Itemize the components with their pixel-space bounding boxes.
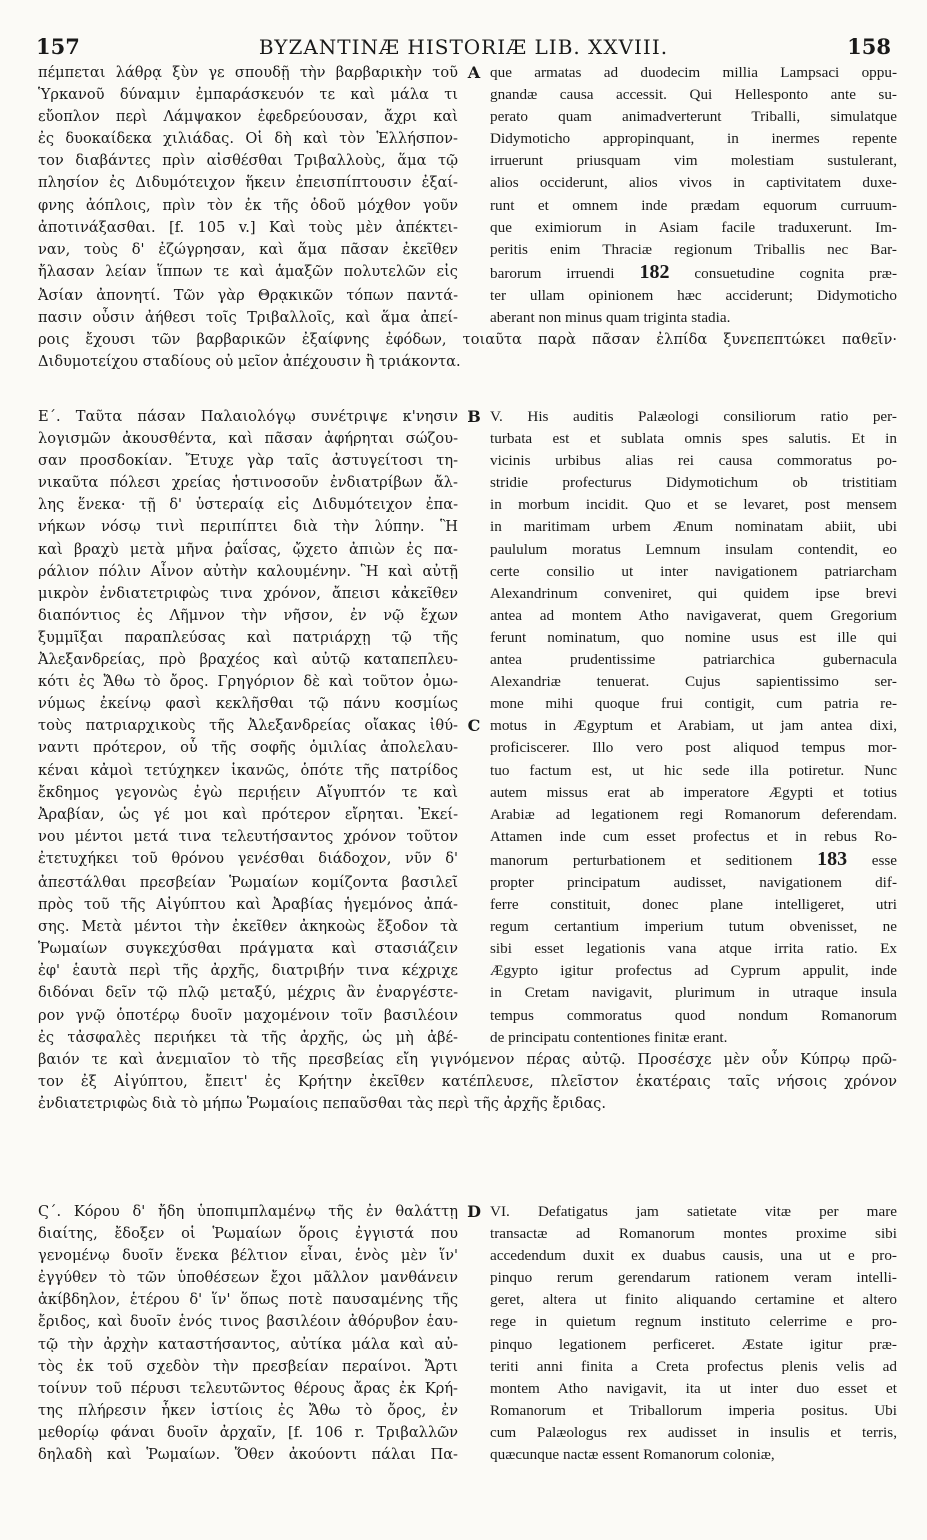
greek-line: της πλήρεσιν ἧκεν ἱστίοις ἐς Ἄθω τὸ ὄρος, ἐν xyxy=(38,1401,458,1419)
margin-letter xyxy=(458,261,490,285)
latin-line: VI. Defatigatus jam satietate vitæ per mare xyxy=(490,1203,897,1220)
parallel-line xyxy=(38,605,897,627)
parallel-line xyxy=(38,872,897,894)
greek-line: τοίνυν τοῦ πέρυσι τελευτῶντος θέρους ἄρας ἐκ Κρή- xyxy=(38,1379,458,1397)
margin-letter: D xyxy=(467,1202,481,1221)
greek-line: δηλαδὴ καὶ Ῥωμαίων. Ὅθεν ἀκούοντι πάλαι Πα- xyxy=(38,1446,458,1464)
margin-letter xyxy=(458,1311,490,1333)
greek-line: Ἀλεξανδρείας, πρὸ βραχέος καὶ αὐτῷ καταπεπλευ- xyxy=(38,651,458,669)
margin-letter xyxy=(458,583,490,605)
margin-letter xyxy=(458,516,490,538)
parallel-line xyxy=(38,261,897,285)
greek-line: εὔοπλον περὶ Λάμψακον ἐφεδρεύουσαν, ἄχρι καὶ xyxy=(38,108,458,126)
margin-letter xyxy=(458,938,490,960)
folio-number: 182 xyxy=(639,260,670,283)
latin-line: cum Palæologus rex audisset in insulis et terris, xyxy=(490,1423,897,1441)
greek-line: ἐς τἀσφαλὲς περιήκει τὰ τῆς ἀρχῆς, ὡς μὴ ἀβέ- xyxy=(38,1028,458,1046)
latin-line: Attamen inde cum esset profectus et in rebus Ro- xyxy=(490,827,897,845)
greek-line: μικρὸν ἐνδιατετριφὼς τινα χρόνον, ἄπεισι κἀκεῖθεν xyxy=(38,584,458,602)
latin-line: que eximiorum in Asiam facile traduxerunt. Im- xyxy=(490,218,897,236)
margin-letter xyxy=(458,627,490,649)
latin-line: Ægypto igitur profectus ad Cyprum appulit, inde xyxy=(490,962,897,980)
margin-letter xyxy=(458,239,490,261)
parallel-line xyxy=(38,539,897,561)
margin-letter xyxy=(458,1223,490,1245)
margin-letter xyxy=(458,561,490,583)
greek-line: ρον γνῷ ὁποτέρῳ δυοῖν μαχομένοιν τοῖν βασιλέοιν xyxy=(38,1006,458,1024)
parallel-line xyxy=(38,938,897,960)
margin-letter xyxy=(458,472,490,494)
parallel-line xyxy=(38,804,897,826)
latin-line: Arabiæ ad legationem regi Romanorum deferendam. xyxy=(490,805,897,823)
latin-line: motus in Ægyptum et Arabiam, ut jam antea dixi, xyxy=(490,717,897,735)
latin-line: proficiscerer. Illo vero post aliquod tempus mor- xyxy=(490,739,897,757)
greek-line: ναν, τοὺς δ' ἐζώγρησαν, καὶ ἅμα πᾶσαν ἐκεῖθεν xyxy=(38,240,458,258)
parallel-line xyxy=(38,1289,897,1311)
parallel-line xyxy=(38,239,897,261)
greek-line: ἐς δυοκαίδεκα χιλιάδας. Οἱ δὴ καὶ τὸν Ἑλλήσπον- xyxy=(38,130,458,148)
parallel-line xyxy=(38,472,897,494)
latin-line: antea prudentissime patriarchica gubernacula xyxy=(490,651,897,669)
greek-full-width-line: τον ἐξ Αἰγύπτου, ἔπειτ' ἐς Κρήτην ἐκεῖθεν κατέπλευσε, πλεῖστον ἑκατέραις ταῖς νήσοις χρόνον xyxy=(38,1072,897,1090)
margin-letter xyxy=(458,804,490,826)
parallel-line xyxy=(38,1378,897,1400)
parallel-line xyxy=(38,916,897,938)
greek-line: λης ἕνεκα· τῇ δ' ὑστεραίᾳ εἰς Διδυμότειχον ἐπα- xyxy=(38,496,458,514)
greek-line: διαίτης, ἔδοξεν οἱ Ῥωμαίων ὅροις ἐγγιστά που xyxy=(38,1225,458,1243)
page-number-right: 158 xyxy=(847,34,891,59)
latin-line: perato quam animadverterunt Triballi, simulatque xyxy=(490,108,897,126)
greek-line: ἔριδος, καὶ δυοῖν ἑνός τινος βασιλέοιν ἀθόρυβον ἑαυ- xyxy=(38,1313,458,1331)
latin-line: in Cretam navigavit, plurimum in utraque insula xyxy=(490,984,897,1002)
greek-line: ἀκίβδηλον, ἑτέρου δ' ἵν' ὅπως ποτὲ παυσαμένης τῆς xyxy=(38,1291,458,1309)
margin-letter xyxy=(458,1245,490,1267)
latin-line: autem missus erat ab imperatore Ægypti et totius xyxy=(490,783,897,801)
parallel-line xyxy=(38,982,897,1004)
parallel-line xyxy=(38,1245,897,1267)
parallel-line xyxy=(38,106,897,128)
latin-line: teriti anni finita a Creta profectus plenis velis ad xyxy=(490,1357,897,1375)
latin-line: montem Atho navigavit, ita ut inter duo esset et xyxy=(490,1379,897,1397)
parallel-line xyxy=(38,1334,897,1356)
greek-line: νικαῦτα πόλεσι χρείας ἡστινοσοῦν ἐνδιατρίβων ἄλ- xyxy=(38,474,458,492)
latin-line: quæcunque nactæ essent Romanorum coloniæ, xyxy=(490,1446,775,1464)
latin-line: certe consilio ut inter navigationem patriarcham xyxy=(490,562,897,580)
margin-letter xyxy=(458,1005,490,1027)
margin-letter xyxy=(458,1267,490,1289)
greek-line: ἀποτινάξασθαι. [f. 105 v.] Καὶ τοὺς μὲν ἀπέκτει- xyxy=(38,218,458,236)
text-block-1 xyxy=(38,62,897,373)
greek-full-width-line: ροις ἔχουσι τῶν βαρβαρικῶν ἐξαίφνης ἐφόδων, τοιαῦτα παρὰ πᾶσαν ἐλπίδα ξυνεπεπτώκει παθεῖν· xyxy=(38,331,897,349)
margin-letter xyxy=(458,982,490,1004)
margin-letter xyxy=(458,737,490,759)
margin-letter xyxy=(458,172,490,194)
margin-letter xyxy=(458,916,490,938)
latin-line: transactæ ad Romanorum montes proxime sibi xyxy=(490,1225,897,1243)
greek-line: καὶ βραχὺ μετὰ μῆνα ῥαΐσας, ᾤχετο ἀπιὼν ἐς πα- xyxy=(38,540,458,558)
parallel-line xyxy=(38,150,897,172)
greek-line: Ὑρκανοῦ δύναμιν ἐμπαράσκευόν τε καὶ μάλα τι xyxy=(38,86,458,104)
parallel-line xyxy=(38,494,897,516)
latin-line: runt et omnem inde prædam equorum curruum- xyxy=(490,196,897,214)
latin-line: ferre constituit, donec plane intelligeret, utri xyxy=(490,896,897,914)
greek-line: κότι ἐς Ἄθω τὸ ὄρος. Γρηγόριον δὲ καὶ τοῦτον ὀμω- xyxy=(38,673,458,691)
margin-letter xyxy=(458,1356,490,1378)
latin-line: Didymoticho appropinquant, in inermes repente xyxy=(490,130,897,148)
margin-letter xyxy=(458,106,490,128)
parallel-line xyxy=(38,195,897,217)
margin-letter xyxy=(458,428,490,450)
greek-line: τῷ τὴν ἀρχὴν καταστήσαντος, αὐτίκα μάλα καὶ αὐ- xyxy=(38,1335,458,1353)
latin-line: pinquo legationem perficeret. Æstate igitur præ- xyxy=(490,1335,897,1353)
margin-letter xyxy=(458,195,490,217)
margin-letter xyxy=(458,960,490,982)
latin-line: antea ad montem Atho navigaverat, quem Gregorium xyxy=(490,606,897,624)
latin-line: pinquo rerum gerendarum rationem veram intelli- xyxy=(490,1269,897,1287)
margin-letter xyxy=(458,649,490,671)
latin-line: rege in quietum regnum instituto celerrime e pro- xyxy=(490,1313,897,1331)
latin-line: peritis enim Thraciæ regionum Triballis nec Bar- xyxy=(490,240,897,258)
parallel-line xyxy=(38,760,897,782)
greek-line: διδόναι δεῖν τῷ πλῷ μεταξύ, μέχρις ἂν ἐναργέστε- xyxy=(38,984,458,1002)
greek-line: νήκων νόσῳ τινὶ περιπίπτει διὰ τὴν λύπην. Ἣ xyxy=(38,518,458,536)
margin-letter: B xyxy=(467,407,481,426)
greek-line: ναντι πρότερον, οὗ τῆς σοφῆς ὁμιλίας ἀπολελαυ- xyxy=(38,739,458,757)
parallel-line xyxy=(38,217,897,239)
latin-line: in morbum incidit. Quo et se levaret, post mensem xyxy=(490,496,897,514)
greek-line: Ἀραβίαν, ὡς γέ μοι καὶ πρότερον εἴρηται. Ἐκεί- xyxy=(38,805,458,823)
greek-line: νου μέντοι μετά τινα τελευτήσαντος χρόνον τοῦτον xyxy=(38,827,458,845)
greek-line: σαν προσδοκίαν. Ἔτυχε γὰρ ταῖς ἀστυγείτοσι τη- xyxy=(38,452,458,470)
margin-letter xyxy=(458,307,490,329)
parallel-line xyxy=(38,406,897,428)
parallel-line xyxy=(38,1311,897,1333)
parallel-line xyxy=(38,84,897,106)
parallel-line xyxy=(38,715,897,737)
greek-full-width-line: ἐνδιατετριφὼς διὰ τὸ μήπω Ῥωμαίοις πεπαῦσθαι τὰς περὶ τῆς ἀρχῆς ἔριδας. xyxy=(38,1094,606,1112)
latin-line: sibi esset legationis vana atque irrita ratio. Ex xyxy=(490,940,897,958)
greek-line: πέμπεται λάθρᾳ ξὺν γε σπουδῇ τὴν βαρβαρικὴν τοῦ xyxy=(38,64,458,81)
latin-line: aberant non minus quam triginta stadia. xyxy=(490,309,731,327)
latin-line: accedendum duxit ex duabus causis, una ut e pro- xyxy=(490,1247,897,1265)
parallel-line xyxy=(38,1223,897,1245)
parallel-line xyxy=(38,450,897,472)
greek-full-width-line: βαιόν τε καὶ ἀνεμιαῖον τὸ τῆς πρεσβείας εἴη γιγνόμενον πέρας αὐτῷ. Προσέσχε μὲν οὖν Κύπρῳ πρῶ- xyxy=(38,1050,897,1068)
latin-line: gnandæ causa accessit. Qui Hellesponto ante su- xyxy=(490,86,897,104)
greek-line: ἐφ' ἑαυτὰ περὶ τῆς ἀρχῆς, διατριβήν τινα κέχριχε xyxy=(38,962,458,980)
margin-letter xyxy=(458,285,490,307)
text-block-2 xyxy=(38,406,897,1115)
parallel-line xyxy=(38,561,897,583)
margin-letter xyxy=(458,1027,490,1049)
latin-line: tempus commoratus quod nondum Romanorum xyxy=(490,1006,897,1024)
margin-letter xyxy=(458,150,490,172)
greek-full-width-line: Διδυμοτείχου σταδίους οὐ μεῖον ἀπέχουσιν ἢ τριάκοντα. xyxy=(38,353,461,371)
greek-line: τον διαβάντες πρὶν αἰσθέσθαι Τριβαλλοὺς, ἅμα τῷ xyxy=(38,152,458,170)
latin-line: in maritimam urbem Ænum nominatam abiit, ubi xyxy=(490,518,897,536)
latin-line: geret, altera ut finito aliquando certamine et altero xyxy=(490,1291,897,1309)
greek-line: φνης ἀόπλοις, πρὶν τὸν ἐκ τῆς ὁδοῦ μόχθον γοῦν xyxy=(38,196,458,214)
margin-letter xyxy=(458,217,490,239)
greek-line: κέναι κἀμοὶ τετύχηκεν ἱκανῶς, ὁπότε τῆς πατρίδος xyxy=(38,761,458,779)
parallel-line xyxy=(38,671,897,693)
folio-number: 183 xyxy=(817,847,848,870)
latin-line: barorum irruendi 182 consuetudine cognita præ- xyxy=(490,260,897,283)
parallel-line xyxy=(38,516,897,538)
latin-line: tuo factum est, ut hic sede illa potiretur. Nunc xyxy=(490,761,897,779)
greek-line: διαπόντιος ἐς Λῆμνον τὴν νῆσον, ἐν νῷ ἔχων xyxy=(38,606,458,624)
greek-line: τὸς ἐκ τοῦ σχεδὸν τὴν πρεσβείαν περαίνοι. Ἄρτι xyxy=(38,1357,458,1375)
margin-letter xyxy=(458,1378,490,1400)
margin-letter xyxy=(458,1422,490,1444)
parallel-line xyxy=(38,1005,897,1027)
margin-letter xyxy=(458,1400,490,1422)
latin-line: manorum perturbationem et seditionem 183 esse xyxy=(490,847,897,870)
greek-line: μεθορίῳ φάναι δυοῖν ἀρχαῖν, [f. 106 r. Τριβαλλῶν xyxy=(38,1423,458,1441)
margin-letter xyxy=(458,605,490,627)
margin-letter xyxy=(458,872,490,894)
parallel-line xyxy=(38,894,897,916)
margin-letter xyxy=(458,1444,490,1466)
greek-line: λογισμῶν ἀκουσθέντα, καὶ πᾶσαν ἀφήρηται σώζου- xyxy=(38,430,458,448)
margin-letter xyxy=(458,539,490,561)
parallel-line xyxy=(38,649,897,671)
parallel-line xyxy=(38,128,897,150)
greek-line: πλησίον ἐς Διδυμότειχον ἥκειν ἐπεισπίπτουσιν ἐξαί- xyxy=(38,174,458,192)
parallel-line xyxy=(38,693,897,715)
margin-letter xyxy=(458,826,490,848)
parallel-line xyxy=(38,428,897,450)
parallel-line xyxy=(38,172,897,194)
latin-line: stridie profecturus Didymotichum ob tristitiam xyxy=(490,474,897,492)
latin-line: propter principatum audisset, navigationem dif- xyxy=(490,873,897,891)
page-header xyxy=(36,34,891,62)
margin-letter xyxy=(458,671,490,693)
latin-line: paululum moratus Lemnum insulam contendit, eo xyxy=(490,540,897,558)
greek-line: Ῥωμαίων συγκεχύσθαι πράγματα καὶ στασιάζειν xyxy=(38,940,458,958)
margin-letter xyxy=(458,782,490,804)
latin-line: ter ullam opinionem hæc acciderunt; Didymoticho xyxy=(490,286,897,304)
greek-line: ράλιον πόλιν Αἶνον αὐτὴν καλουμένην. Ἣ καὶ αὐτῇ xyxy=(38,562,458,580)
greek-line: πρὸς τοῦ τῆς Αἰγύπτου καὶ Ἀραβίας ἡγεμόνος ἀπά- xyxy=(38,896,458,914)
greek-line: ἐγγύθεν τὸ τῶν ὑποθέσεων ἔχοι μᾶλλον μανθάνειν xyxy=(38,1269,458,1287)
greek-line: ἐτετυχήκει τοῦ θρόνου γενέσθαι διάδοχον, νῦν δ' xyxy=(38,849,458,867)
margin-letter xyxy=(458,1289,490,1311)
running-title: BYZANTINÆ HISTORIÆ LIB. XXVIII. xyxy=(258,35,669,59)
latin-line: turbata est et sublata omnis spes salutis. Et in xyxy=(490,430,897,448)
margin-letter: C xyxy=(467,716,481,736)
latin-line: irruerunt priusquam vim molestiam sustulerant, xyxy=(490,152,897,170)
greek-line: γενομένῳ δυοῖν ἕνεκα βέλτιον εἶναι, ἑνὸς μὲν ἵν' xyxy=(38,1247,458,1265)
parallel-line xyxy=(38,1422,897,1444)
latin-line: de principatu contentiones finitæ erant. xyxy=(490,1028,728,1046)
parallel-line xyxy=(38,737,897,759)
latin-line: regum certantium imperium tutum obvenisset, ne xyxy=(490,918,897,936)
latin-line: alios occiderunt, alios vivos in captivitatem duxe- xyxy=(490,174,897,192)
parallel-line xyxy=(38,1400,897,1422)
greek-line: σης. Μετὰ μέντοι τὴν ἐκεῖθεν ἀκηκοὼς ἔξοδον τὰ xyxy=(38,918,458,936)
latin-line: Romanorum et Triballorum imperia positus. Ubi xyxy=(490,1401,897,1419)
parallel-line xyxy=(38,1356,897,1378)
greek-line: ἤλασαν λείαν ἵππων τε καὶ ἁμαξῶν πολυτελῶν εἰς xyxy=(38,262,458,280)
greek-line: πασιν οὖσιν ἀήθεσι τοῖς Τριβαλλοῖς, καὶ ἅμα ἀπεί- xyxy=(38,309,458,327)
greek-line: Ε΄. Ταῦτα πάσαν Παλαιολόγῳ συνέτριψε κ'νησιν xyxy=(38,408,458,425)
margin-letter xyxy=(458,494,490,516)
latin-line: Alexandrinum conveniret, qui quidem ipse brevi xyxy=(490,584,897,602)
margin-letter xyxy=(458,1334,490,1356)
latin-line: mone mihi quoque frui contigit, cum patria re- xyxy=(490,695,897,713)
latin-line: ferunt nominatum, quo nomine usus est ille qui xyxy=(490,628,897,646)
greek-line: ἀπεστάλθαι πρεσβείαν Ῥωμαίων κομίζοντα βασιλεῖ xyxy=(38,873,458,891)
greek-line: τοὺς πατριαρχικοὺς τῆς Ἀλεξανδρείας οἴακας ἰθύ- xyxy=(38,717,458,735)
latin-line: Alexandriæ tenuerat. Cujus sapientissimo ser- xyxy=(490,673,897,691)
greek-line: Ἀσίαν ἀπονητί. Τῶν γὰρ Θρᾳκικῶν τόπων παντά- xyxy=(38,286,458,304)
greek-line: Ϛ΄. Κόρου δ' ἤδη ὑποπιμπλαμένῳ τῆς ἐν θαλάττῃ xyxy=(38,1203,458,1220)
parallel-line xyxy=(38,62,897,84)
margin-letter xyxy=(458,894,490,916)
parallel-line xyxy=(38,1201,897,1223)
latin-line: vicinis urbibus alias rei causa commoratus po- xyxy=(490,452,897,470)
greek-line: ξυμμῖξαι παραπλεύσας καὶ πατριάρχῃ τῷ τῆς xyxy=(38,628,458,646)
margin-letter xyxy=(458,128,490,150)
margin-letter xyxy=(458,693,490,715)
parallel-line xyxy=(38,1027,897,1049)
page-number-left: 157 xyxy=(36,34,80,59)
parallel-line xyxy=(38,826,897,848)
margin-letter xyxy=(458,84,490,106)
greek-line: νύμως ἐκείνῳ φασὶ κεκλῆσθαι τῷ πάνυ κοσμίως xyxy=(38,695,458,713)
margin-letter xyxy=(458,848,490,872)
margin-letter: A xyxy=(467,63,481,82)
parallel-line xyxy=(38,583,897,605)
margin-letter xyxy=(458,760,490,782)
margin-letter xyxy=(458,450,490,472)
parallel-line xyxy=(38,627,897,649)
greek-line: ἔκδημος γεγονὼς ἐγὼ περιῄειν Αἴγυπτόν τε καὶ xyxy=(38,783,458,801)
parallel-line xyxy=(38,1444,897,1466)
parallel-line xyxy=(38,960,897,982)
parallel-line xyxy=(38,848,897,872)
latin-line: que armatas ad duodecim millia Lampsaci oppu- xyxy=(490,64,897,81)
text-block-3 xyxy=(38,1201,897,1466)
latin-line: V. His auditis Palæologi consiliorum ratio per- xyxy=(490,408,897,425)
parallel-line xyxy=(38,307,897,329)
parallel-line xyxy=(38,285,897,307)
parallel-line xyxy=(38,782,897,804)
parallel-line xyxy=(38,1267,897,1289)
